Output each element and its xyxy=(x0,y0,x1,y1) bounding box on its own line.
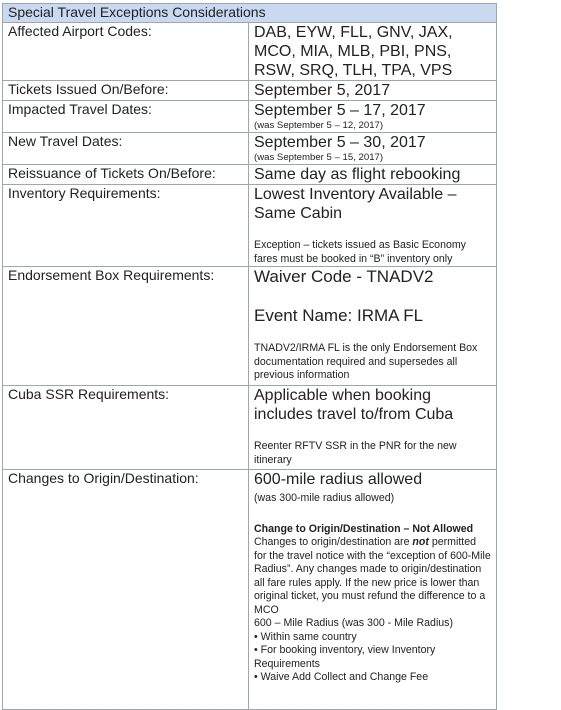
tickets-date: September 5, 2017 xyxy=(254,82,391,99)
table-row xyxy=(3,133,497,165)
bullet-item: • Waive Add Collect and Change Fee xyxy=(254,671,429,683)
inventory-note: Exception – tickets issued as Basic Economy fares must be booked in “B” inventory only xyxy=(254,239,466,265)
table-row xyxy=(3,386,497,470)
radius-line: 600 – Mile Radius (was 300 - Mile Radius) xyxy=(254,617,454,629)
row-label-inventory: Inventory Requirements: xyxy=(3,185,249,267)
reissue-value: Same day as flight rebooking xyxy=(254,166,461,183)
row-label-airports: Affected Airport Codes: xyxy=(3,23,249,81)
row-label-impacted: Impacted Travel Dates: xyxy=(3,101,249,133)
radius-was: (was 300-mile radius allowed) xyxy=(254,492,395,504)
row-value-cuba xyxy=(249,386,497,470)
table-row xyxy=(3,23,497,81)
cuba-value: Applicable when booking includes travel to/from Cuba xyxy=(254,387,454,423)
event-name: Event Name: IRMA FL xyxy=(254,306,424,325)
row-label-reissue: Reissuance of Tickets On/Before: xyxy=(3,165,249,185)
table-row xyxy=(3,470,497,710)
row-value-endorsement xyxy=(249,267,497,386)
row-label-new-dates: New Travel Dates: xyxy=(3,133,249,165)
row-value-impacted xyxy=(249,101,497,133)
row-value-inventory xyxy=(249,185,497,267)
radius-allowed: 600-mile radius allowed xyxy=(254,471,423,488)
table-row xyxy=(3,165,497,185)
row-value-tickets xyxy=(249,81,497,101)
table-row xyxy=(3,185,497,267)
row-label-endorsement: Endorsement Box Requirements: xyxy=(3,267,249,386)
impacted-dates: September 5 – 17, 2017 xyxy=(254,102,426,119)
row-label-tickets: Tickets Issued On/Before: xyxy=(3,81,249,101)
bullet-item: • For booking inventory, view Inventory Requirements xyxy=(254,644,436,670)
waiver-code: Waiver Code - TNADV2 xyxy=(254,267,434,286)
row-label-changes: Changes to Origin/Destination: xyxy=(3,470,249,710)
table-row xyxy=(3,101,497,133)
table-title: Special Travel Exceptions Considerations xyxy=(3,4,497,23)
table-row xyxy=(3,267,497,386)
row-value-reissue xyxy=(249,165,497,185)
new-dates-note: (was September 5 – 15, 2017) xyxy=(254,152,384,163)
cuba-note: Reenter RFTV SSR in the PNR for the new itinerary xyxy=(254,440,457,466)
new-dates: September 5 – 30, 2017 xyxy=(254,134,426,151)
table-header-row xyxy=(3,4,497,23)
changes-emphasis: not xyxy=(412,536,429,548)
bullet-item: • Within same country xyxy=(254,630,357,643)
row-value-changes xyxy=(249,470,497,710)
changes-text: Changes to origin/destination are not permitted for the travel notice with the “exception of 600-Mile Radius”. Any changes made to origin/destination all fare rules apply. If the new price is lower than original ticket, you must refund the difference to a MCO xyxy=(254,536,491,616)
row-value-airports xyxy=(249,23,497,81)
travel-exceptions-table xyxy=(2,3,497,710)
endorsement-note: TNADV2/IRMA FL is the only Endorsement Box documentation required and supersedes all previous information xyxy=(254,342,478,381)
table-row xyxy=(3,81,497,101)
impacted-dates-note: (was September 5 – 12, 2017) xyxy=(254,120,384,131)
inventory-value: Lowest Inventory Available – Same Cabin xyxy=(254,186,457,222)
row-value-new-dates xyxy=(249,133,497,165)
airport-codes: DAB, EYW, FLL, GNV, JAX, MCO, MIA, MLB, PBI, PNS, RSW, SRQ, TLH, TPA, VPS xyxy=(254,24,453,79)
row-label-cuba: Cuba SSR Requirements: xyxy=(3,386,249,470)
changes-heading: Change to Origin/Destination – Not Allowed xyxy=(254,522,474,535)
